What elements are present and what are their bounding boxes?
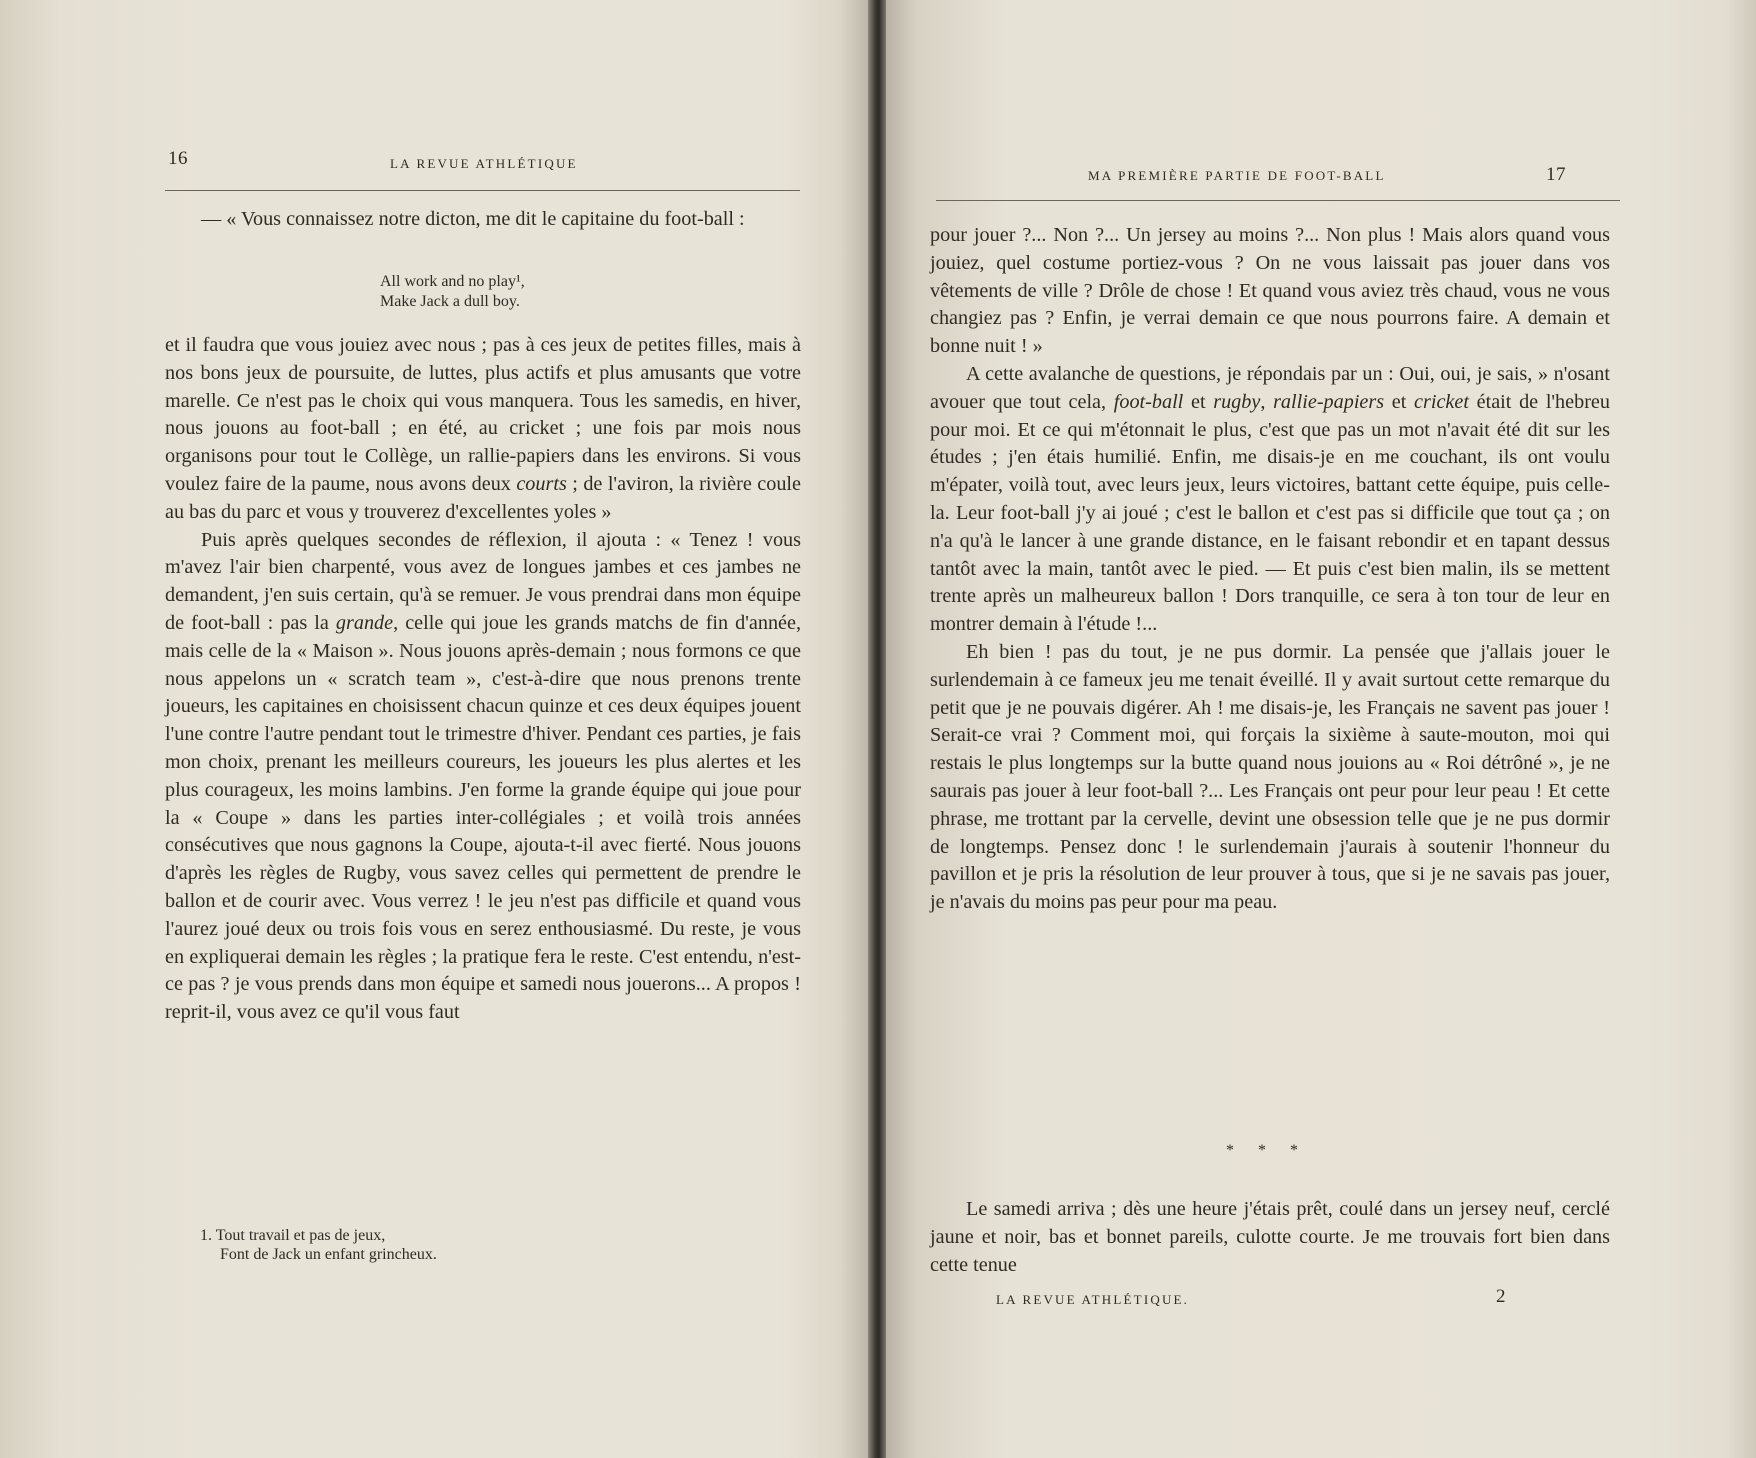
paragraph: Le samedi arriva ; dès une heure j'étais prêt, coulé dans un jersey neuf, cerclé jaune et noir, bas et bonnet pareils, culotte courte. Je me trouvais fort bien dans cette tenue xyxy=(930,1198,1610,1276)
signature-number: 2 xyxy=(1496,1286,1506,1307)
page-number: 16 xyxy=(168,148,188,169)
main-text xyxy=(165,332,801,1027)
running-head: LA REVUE ATHLÉTIQUE xyxy=(390,156,578,171)
left-page xyxy=(0,0,868,1458)
opening-text: — « Vous connaissez notre dicton, me dit le capitaine du foot-ball : xyxy=(201,208,745,230)
signature-mark: LA REVUE ATHLÉTIQUE. xyxy=(996,1292,1190,1307)
footnote-line: Font de Jack un enfant grincheux. xyxy=(220,1246,437,1263)
paragraph: Eh bien ! pas du tout, je ne pus dormir. La pensée que j'allais jouer le surlendemain à ce fameux jeu me tenait éveillé. Il y avait surtout cette remarque du petit que je ne pouvais digérer. Ah ! me disais-je, les Français ne savent pas jouer ! Serait-ce vrai ? Comment moi, qui forçais la sixième à saute-mouton, moi qui restais le plus longtemps sur la butte quand nous jouions au « Roi détrôné », je ne saurais pas jouer à leur foot-ball ?... Les Français ont peur pour leur peau ! Et cette phrase, me trottant par la cervelle, devint une obsession telle que je ne pus dormir de longtemps. Pensez donc ! le surlendemain j'aurais à soutenir l'honneur du pavillon et je pris la résolution de leur prouver à tous, que si je ne savais pas jouer, je n'avais du moins pas peur pour ma peau. xyxy=(930,640,1610,914)
footnote xyxy=(200,1226,437,1264)
paragraph-text: et il faudra que vous jouiez avec nous ; pas à ces jeux de petites filles, mais à nos bons jeux de poursuite, de luttes, plus actifs et plus amusants que votre marelle. Ce n'est pas le choix qui vous manquera. Tous les samedis, en hiver, nous jouons au foot-ball ; en été, au cricket ; une fois par mois nous organisons pour tout le Collège, un rallie-papiers dans les environs. Si vous voulez faire de la paume, nous avons deux xyxy=(165,334,801,495)
paragraph-text: , celle qui joue les grands matchs de fin d'année, mais celle de la « Maison ». Nous jouons après-demain ; nous formons ce que nous appelons un « scratch team », c'est-à-dire que nous prenons trente joueurs, les capitaines en choisissent chacun quinze et ces deux équipes jouent l'une contre l'autre pendant tout le trimestre d'hiver. Pendant ces parties, je fais mon choix, prenant les meilleurs coureurs, les joueurs les plus alertes et les plus courageux, les moins lambins. J'en forme la grande équipe qui joue pour la « Coupe » dans les parties inter-collégiales ; et voilà trois années consécutives que nous gagnons la Coupe, ajouta-t-il avec fierté. Nous jouons d'après les règles de Rugby, vous savez celles qui permettent de prendre le ballon et de courir avec. Vous verrez ! le jeu n'est pas difficile et quand vous l'aurez joué deux ou trois fois vous en serez enthousiasmé. Du reste, je vous en expliquerai demain les règles ; la pratique fera le reste. C'est entendu, n'est-ce pas ? je vous prends dans mon équipe et samedi nous jouerons... A propos ! reprit-il, vous avez ce qu'il vous faut xyxy=(165,611,802,1024)
main-text xyxy=(930,222,1610,917)
paragraph-text: et xyxy=(1384,390,1415,413)
paragraph xyxy=(165,332,801,527)
italic-word: foot-ball xyxy=(1113,390,1184,413)
paragraph-text: , xyxy=(1260,390,1274,413)
book-spine xyxy=(868,0,886,1458)
closing-text xyxy=(930,1196,1610,1279)
paragraph xyxy=(165,527,801,1027)
header-rule xyxy=(936,200,1620,201)
paragraph xyxy=(930,361,1610,639)
right-page xyxy=(886,0,1756,1458)
verse-line: All work and no play¹, xyxy=(380,273,525,290)
italic-word: cricket xyxy=(1414,390,1469,413)
running-head: MA PREMIÈRE PARTIE DE FOOT-BALL xyxy=(1088,168,1386,183)
italic-word: grande xyxy=(335,611,394,634)
opening-line xyxy=(165,206,801,234)
footnote-line: 1. Tout travail et pas de jeux, xyxy=(200,1227,386,1244)
italic-word: rallie-papiers xyxy=(1273,390,1385,413)
italic-word: courts xyxy=(516,472,567,495)
verse-line: Make Jack a dull boy. xyxy=(380,293,520,310)
paragraph: pour jouer ?... Non ?... Un jersey au moins ?... Non plus ! Mais alors quand vous jouiez, quel costume portiez-vous ? On ne vous laissait pas jouer dans vos vêtements de ville ? Drôle de chose ! Et quand vous aviez très chaud, vous ne vous changiez pas ? Enfin, je verrai demain ce que nous pourrons faire. A demain et bonne nuit ! » xyxy=(930,224,1610,358)
paragraph-text: A cette avalanche de questions, je répondais par un : Oui, oui, je sais, » n'osant avouer que tout cela, xyxy=(930,362,1610,413)
header-rule xyxy=(165,190,800,191)
italic-word: rugby xyxy=(1213,390,1261,413)
verse xyxy=(380,272,525,312)
paragraph-text: était de l'hebreu pour moi. Et ce qui m'étonnait le plus, c'est que pas un mot n'avait été dit sur les études ; j'en étais humilié. Enfin, me disais-je en me couchant, ils ont voulu m'épater, voilà tout, avec leurs jeux, leurs victoires, battant cette équipe, puis celle-la. Leur foot-ball j'y ai joué ; c'est le ballon et c'est pas si difficile que tout ça ; on n'a qu'à le lancer à une grande distance, en le faisant rebondir et en tapant dessus tantôt avec la main, tantôt avec le pied. — Et puis c'est bien malin, ils se mettent trente après un malheureux ballon ! Dors tranquille, ce sera à ton tour de leur en montrer demain à l'étude !... xyxy=(930,390,1610,636)
page-number: 17 xyxy=(1546,164,1566,185)
paragraph-text: ; de l'aviron, la rivière coule au bas du parc et vous y trouverez d'excellentes yoles » xyxy=(165,472,801,523)
paragraph-text: Puis après quelques secondes de réflexion, il ajouta : « Tenez ! vous m'avez l'air bien charpenté, vous avez de longues jambes et ces jambes ne demandent, j'en suis certain, qu'à se remuer. Je vous prendrai dans mon équipe de foot-ball : pas la xyxy=(165,528,801,634)
asterism: * * * xyxy=(1226,1142,1308,1159)
paragraph-text: et xyxy=(1183,390,1214,413)
